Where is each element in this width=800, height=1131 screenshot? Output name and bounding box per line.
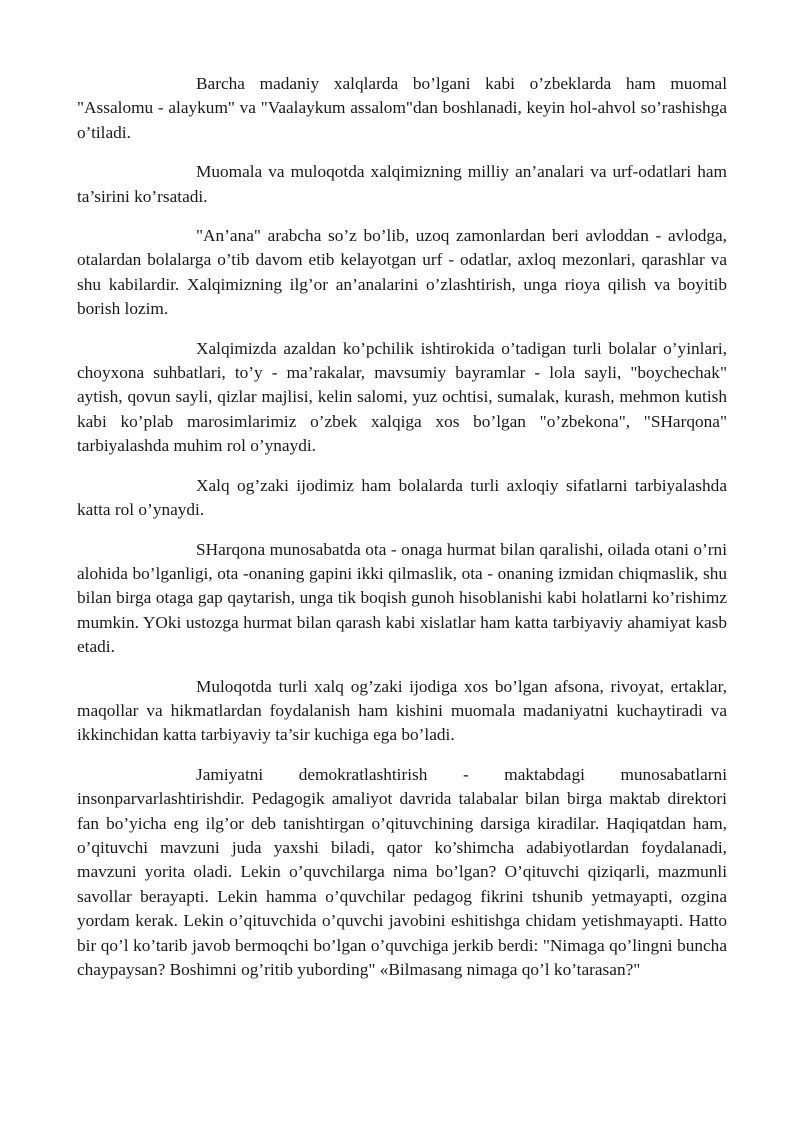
paragraph-national-customs: Xalqimizda azaldan ko’pchilik ishtirokida o’tadigan turli bolalar o’yinlari, choyxona suhbatlari, to’y - ma’rakalar, mavsumiy bayramlar - lola sayli, "boychechak" aytish, qovun sayli, qizlar majlisi, kelin salomi, yuz ochtisi, sumalak, kurash, mehmon kutish kabi ko’plab marosimlarimiz o’zbek xalqiga xos bo’lgan "o’zbekona", "SHarqona" tarbiyalashda muhim rol o’ynaydi.: [77, 338, 727, 456]
paragraph-folklore: Xalq og’zaki ijodimiz ham bolalarda turli axloqiy sifatlarni tarbiyalashda katta rol o’ynaydi.: [77, 475, 727, 520]
paragraph-folk-wisdom: Muloqotda turli xalq og’zaki ijodiga xos bo’lgan afsona, rivoyat, ertaklar, maqollar va hikmatlardan foydalanish ham kishini muomala madaniyatni kuchaytiradi va ikkinchidan katta tarbiyaviy ta’sir kuchiga ega bo’ladi.: [77, 676, 727, 745]
paragraph-greetings: Barcha madaniy xalqlarda bo’lgani kabi o’zbeklarda ham muomal "Assalomu - alaykum" va "Vaalaykum assalom"dan boshlanadi, keyin hol-ahvol so’rashishga o’tiladi.: [77, 74, 727, 142]
paragraph-eastern-respect: SHarqona munosabatda ota - onaga hurmat bilan qaralishi, oilada otani o’rni alohida bo’lganligi, ota -onaning gapini ikki qilmaslik, ota - onaning izmidan chiqmaslik, shu bilan birga otaga gap qaytarish, unga tik boqish gunoh hisoblanishi kabi holatlarni ko’rishimz mumkin. YOki ustozga hurmat bilan qarash kabi xislatlar ham katta tarbiyaviy ahamiyat kasb etadi.: [77, 539, 727, 657]
paragraph-anana-definition: "An’ana" arabcha so’z bo’lib, uzoq zamonlardan beri avloddan - avlodga, otalardan bolalarga o’tib davom etib kelayotgan urf - odatlar, axloq mezonlari, qarashlar va shu kabilardir. Xalqimizning ilg’or an’analarini o’zlashtirish, unga rioya qilish va boyitib borish lozim.: [77, 226, 727, 319]
paragraph-traditions-influence: Muomala va muloqotda xalqimizning milliy an’analari va urf-odatlari ham ta’sirini ko’rsatadi.: [77, 162, 727, 206]
paragraph-democratization: Jamiyatni demokratlashtirish - maktabdagi munosabatlarni insonparvarlashtirishdir. Pedagogik amaliyot davrida talabalar bilan birga maktab direktori fan bo’yicha eng ilg’or deb tanishtirgan o’qituvchining darsiga kiradilar. Haqiqatdan ham, o’qituvchi mavzuni juda yaxshi biladi, qator ko’shimcha adabiyotlardan foydalanadi, mavzuni yorita oladi. Lekin o’quvchilarga nima bo’lgan? O’qituvchi qiziqarli, mazmunli savollar berayapti. Lekin hamma o’quvchilar pedagog fikrini tshunib yetmayapti, ozgina yordam kerak. Lekin o’qituvchida o’quvchi javobini eshitishga chidam yetishmayapti. Hatto bir qo’l ko’tarib javob bermoqchi bo’lgan o’quvchiga jerkib berdi: "Nimaga qo’lingni buncha chaypaysan? Boshimni og’ritib yubording" «Bilmasang nimaga qo’l ko’tarasan?": [77, 764, 727, 979]
